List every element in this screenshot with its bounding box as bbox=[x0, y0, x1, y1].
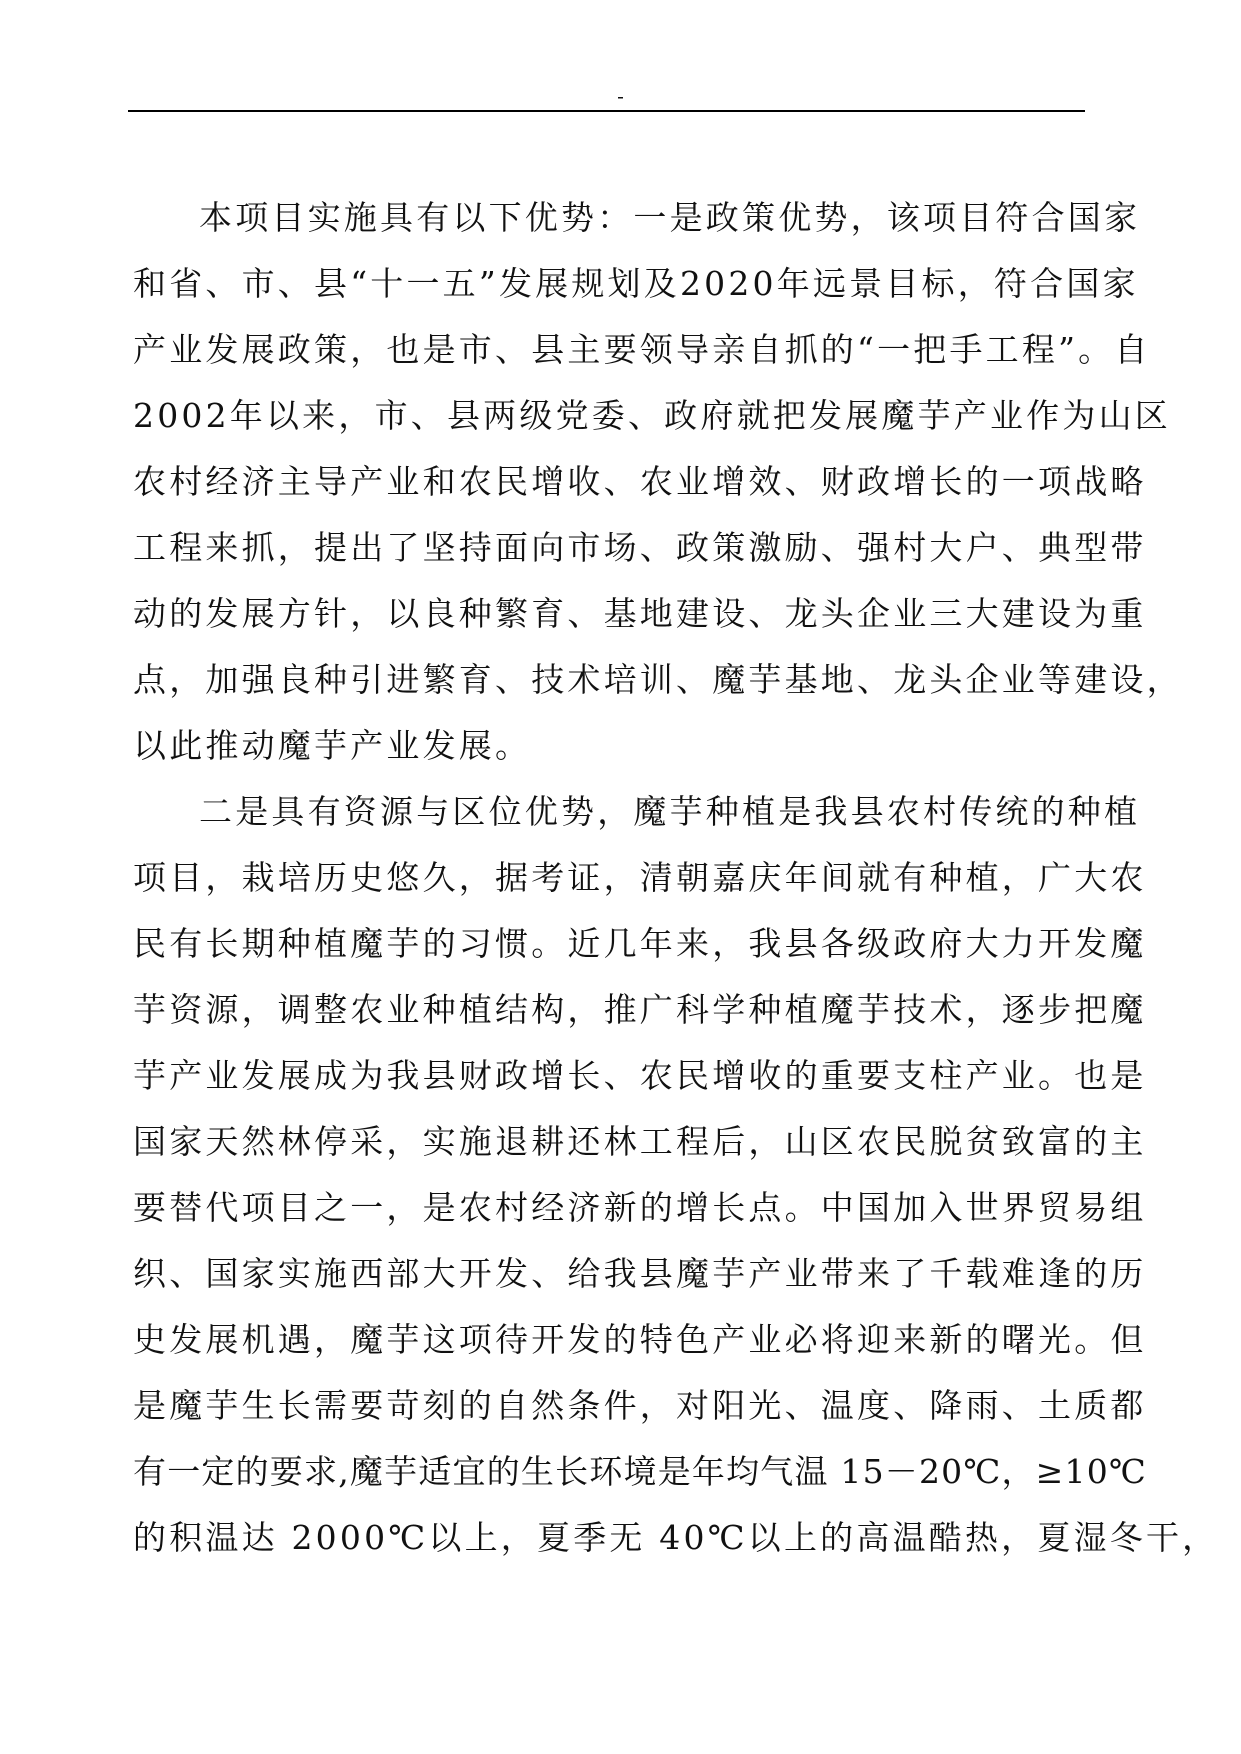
paragraph-line: 二是具有资源与区位优势，魔芋种植是我县农村传统的种植 bbox=[199, 792, 1141, 831]
paragraph-line: 芋产业发展成为我县财政增长、农民增收的重要支柱产业。也是 bbox=[133, 1056, 1147, 1095]
paragraph-line: 史发展机遇，魔芋这项待开发的特色产业必将迎来新的曙光。但 bbox=[133, 1320, 1147, 1359]
paragraph-line: 要替代项目之一，是农村经济新的增长点。中国加入世界贸易组 bbox=[133, 1188, 1147, 1227]
paragraph-line: 动的发展方针，以良种繁育、基地建设、龙头企业三大建设为重 bbox=[133, 594, 1147, 633]
paragraph-line: 织、国家实施西部大开发、给我县魔芋产业带来了千载难逢的历 bbox=[133, 1254, 1147, 1293]
paragraph-line: 点，加强良种引进繁育、技术培训、魔芋基地、龙头企业等建设， bbox=[133, 660, 1183, 699]
paragraph-line: 的积温达 2000℃以上，夏季无 40℃以上的高温酷热，夏湿冬干， bbox=[133, 1518, 1219, 1557]
paragraph-line: 国家天然林停采，实施退耕还林工程后，山区农民脱贫致富的主 bbox=[133, 1122, 1147, 1161]
paragraph-line: 产业发展政策，也是市、县主要领导亲自抓的“一把手工程”。自 bbox=[133, 330, 1151, 369]
paragraph-line: 以此推动魔芋产业发展。 bbox=[133, 726, 532, 765]
paragraph-line: 农村经济主导产业和农民增收、农业增效、财政增长的一项战略 bbox=[133, 462, 1147, 501]
paragraph-line: 工程来抓，提出了坚持面向市场、政策激励、强村大户、典型带 bbox=[133, 528, 1147, 567]
paragraph-line: 和省、市、县“十一五”发展规划及2020年远景目标，符合国家 bbox=[133, 264, 1139, 303]
paragraph-line: 2002年以来，市、县两级党委、政府就把发展魔芋产业作为山区 bbox=[133, 396, 1171, 435]
document-body bbox=[133, 185, 1219, 1571]
paragraph-line: 是魔芋生长需要苛刻的自然条件，对阳光、温度、降雨、土质都 bbox=[133, 1386, 1147, 1425]
paragraph-resource-advantage bbox=[133, 779, 1219, 1571]
paragraph-line: 芋资源，调整农业种植结构，推广科学种植魔芋技术，逐步把魔 bbox=[133, 990, 1147, 1029]
paragraph-line: 项目，栽培历史悠久，据考证，清朝嘉庆年间就有种植，广大农 bbox=[133, 858, 1147, 897]
paragraph-policy-advantage bbox=[133, 185, 1183, 779]
paragraph-line: 本项目实施具有以下优势：一是政策优势，该项目符合国家 bbox=[199, 198, 1141, 237]
paragraph-line: 民有长期种植魔芋的习惯。近几年来，我县各级政府大力开发魔 bbox=[133, 924, 1147, 963]
header-mark: - bbox=[617, 84, 624, 108]
header-rule bbox=[128, 110, 1085, 112]
paragraph-line: 有一定的要求,魔芋适宜的生长环境是年均气温 15－20℃，≥10℃ bbox=[133, 1452, 1148, 1491]
